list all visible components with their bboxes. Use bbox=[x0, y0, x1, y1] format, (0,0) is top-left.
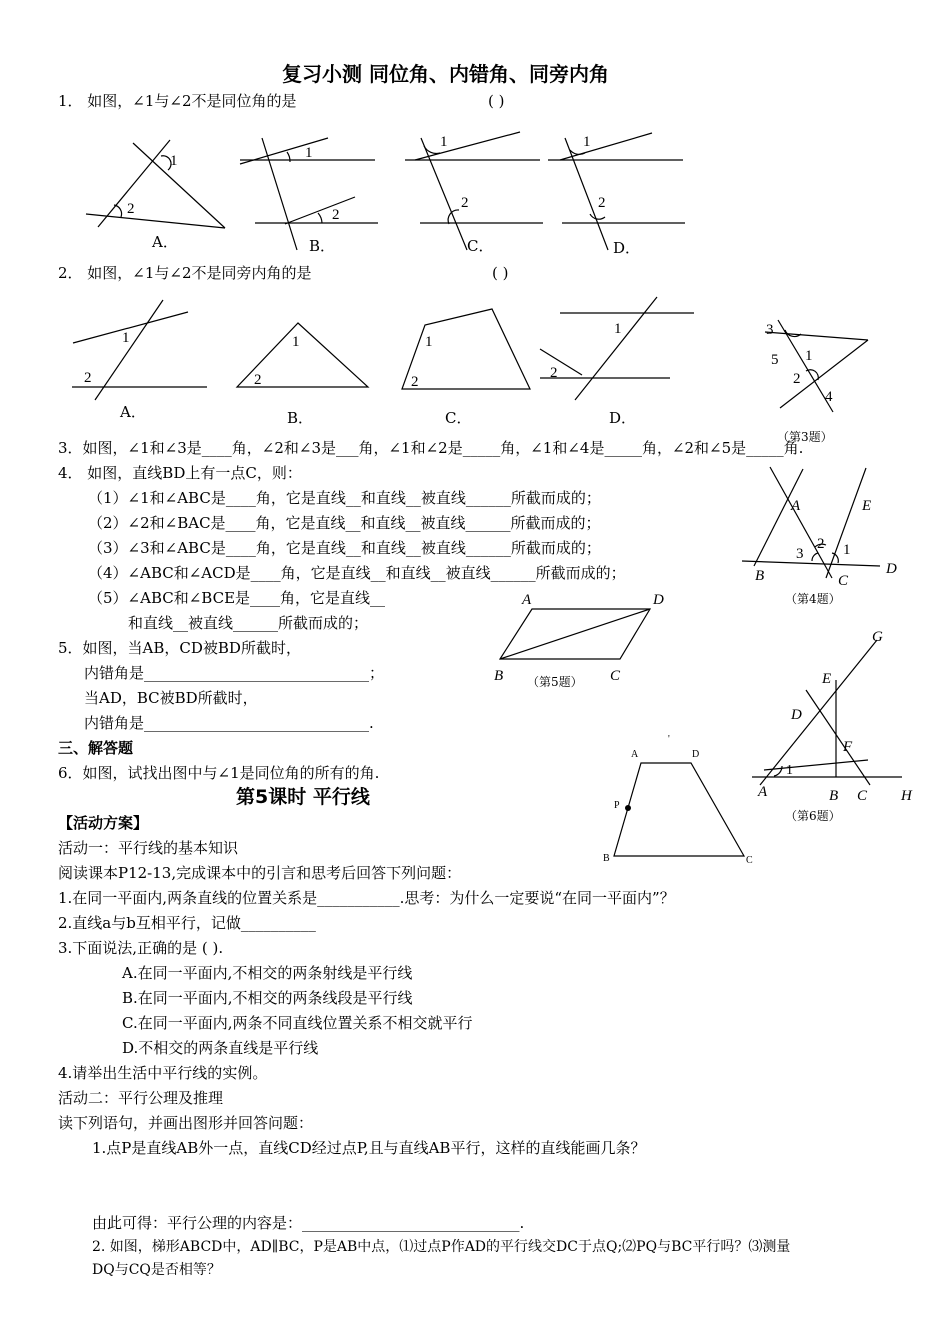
trapezoid-letters bbox=[603, 734, 753, 866]
practice-3: 3.下面说法,正确的是 ( ). bbox=[58, 939, 224, 957]
svg-text:2: 2 bbox=[254, 372, 262, 388]
svg-text:1: 1 bbox=[122, 330, 130, 346]
svg-text:A: A bbox=[522, 592, 532, 608]
svg-text:B: B bbox=[829, 788, 839, 804]
svg-text:D: D bbox=[886, 561, 897, 577]
activity-tag: 【活动方案】 bbox=[58, 814, 149, 832]
q4-item-3: （3）∠3和∠ABC是____角，它是直线__和直线__被直线______所截而成的； bbox=[88, 539, 601, 557]
q1-option-d: D． bbox=[613, 239, 641, 257]
svg-text:A: A bbox=[758, 784, 768, 800]
q5-caption: （第5题） bbox=[527, 675, 583, 689]
svg-text:1: 1 bbox=[614, 321, 622, 337]
activity-1-heading: 活动一：平行线的基本知识 bbox=[58, 839, 239, 857]
svg-text:1: 1 bbox=[292, 334, 300, 350]
q4-item-4: （4）∠ABC和∠ACD是____角，它是直线__和直线__被直线______所截而成的； bbox=[88, 564, 626, 582]
q5-figure-letters bbox=[494, 592, 664, 684]
svg-text:2: 2 bbox=[411, 374, 419, 390]
q5-line-2: 内错角是______________________________； bbox=[84, 664, 385, 682]
practice-4: 4.请举出生活中平行线的实例。 bbox=[58, 1064, 268, 1082]
section-3-heading: 三、解答题 bbox=[58, 739, 134, 757]
page-title: 复习小测 同位角、内错角、同旁内角 bbox=[282, 62, 609, 86]
q2-option-a: A． bbox=[120, 403, 146, 421]
svg-text:2: 2 bbox=[550, 365, 558, 381]
point-p bbox=[625, 805, 631, 811]
question-2: 2． 如图，∠1与∠2不是同旁内角的是 bbox=[58, 264, 312, 282]
svg-text:2: 2 bbox=[461, 195, 469, 211]
trapezoid-figure bbox=[614, 763, 744, 856]
q5-line-3: 当AD，BC被BD所截时， bbox=[84, 689, 258, 707]
q5-line-4: 内错角是______________________________. bbox=[84, 714, 374, 732]
activity-2-question-2: 2. 如图，梯形ABCD中，AD∥BC，P是AB中点，⑴过点P作AD的平行线交DC于点Q;⑵PQ与BC平行吗？⑶测量 bbox=[92, 1239, 791, 1255]
svg-text:3: 3 bbox=[766, 322, 774, 338]
question-3: 3．如图，∠1和∠3是____角，∠2和∠3是___角，∠1和∠2是_____角，∠1和∠4是_____角，∠2和∠5是_____角. bbox=[58, 439, 804, 457]
q2-option-b: B． bbox=[287, 409, 314, 427]
practice-3-option-c: C.在同一平面内,两条不同直线位置关系不相交就平行 bbox=[122, 1014, 473, 1032]
question-1: 1． 如图，∠1与∠2不是同位角的是 bbox=[58, 92, 297, 110]
q1-option-c: C． bbox=[467, 237, 494, 255]
svg-text:G: G bbox=[872, 629, 883, 645]
svg-text:4: 4 bbox=[825, 389, 833, 405]
svg-text:1: 1 bbox=[425, 334, 433, 350]
svg-text:2: 2 bbox=[598, 195, 606, 211]
svg-text:C: C bbox=[746, 855, 753, 866]
question-4: 4． 如图，直线BD上有一点C，则： bbox=[58, 464, 302, 482]
q3-caption: （第3题） bbox=[777, 430, 833, 444]
q2-option-d: D． bbox=[609, 409, 637, 427]
svg-text:2: 2 bbox=[793, 371, 801, 387]
svg-text:E: E bbox=[862, 498, 872, 514]
activity-2-question-1: 1.点P是直线AB外一点，直线CD经过点P,且与直线AB平行，这样的直线能画几条？ bbox=[92, 1139, 646, 1157]
q5-figure bbox=[500, 609, 650, 659]
q4-figure-letters bbox=[755, 498, 897, 589]
activity-2-question-2-cont: DQ与CQ是否相等？ bbox=[92, 1262, 221, 1278]
svg-text:1: 1 bbox=[440, 134, 448, 150]
q2-option-c: C． bbox=[445, 409, 472, 427]
svg-text:1: 1 bbox=[583, 134, 591, 150]
question-5: 5．如图，当AB，CD被BD所截时， bbox=[58, 639, 301, 657]
q4-figure bbox=[742, 467, 880, 578]
q1-figure-numbers bbox=[127, 134, 606, 223]
svg-text:5: 5 bbox=[771, 352, 779, 368]
activity-2-heading: 活动二：平行公理及推理 bbox=[58, 1089, 224, 1107]
q6-caption: （第6题） bbox=[785, 809, 841, 823]
q2-figure-numbers bbox=[84, 321, 833, 405]
q4-caption: （第4题） bbox=[785, 592, 841, 606]
q6-figure-number bbox=[786, 763, 793, 778]
practice-3-option-d: D.不相交的两条直线是平行线 bbox=[122, 1039, 319, 1057]
practice-3-option-a: A.在同一平面内,不相交的两条射线是平行线 bbox=[122, 964, 413, 982]
svg-text:': ' bbox=[668, 734, 670, 745]
svg-text:1: 1 bbox=[170, 153, 178, 169]
svg-text:1: 1 bbox=[843, 542, 851, 558]
question-6: 6．如图，试找出图中与∠1是同位角的所有的角. bbox=[58, 764, 380, 782]
svg-text:2: 2 bbox=[127, 201, 135, 217]
q4-item-2: （2）∠2和∠BAC是____角，它是直线__和直线__被直线______所截而成的； bbox=[88, 514, 601, 532]
svg-text:E: E bbox=[822, 671, 832, 687]
reading-instruction: 阅读课本P12-13,完成课本中的引言和思考后回答下列问题： bbox=[58, 864, 462, 882]
practice-3-option-b: B.在同一平面内,不相交的两条线段是平行线 bbox=[122, 989, 413, 1007]
svg-text:C: C bbox=[610, 668, 621, 684]
parallel-postulate-conclusion: 由此可得：平行公理的内容是：_____________________________. bbox=[92, 1214, 525, 1232]
answer-paren-1: ( ) bbox=[488, 92, 505, 110]
svg-text:3: 3 bbox=[796, 546, 804, 562]
q6-figure bbox=[752, 640, 902, 785]
svg-text:F: F bbox=[843, 739, 853, 755]
svg-text:C: C bbox=[838, 573, 849, 589]
svg-text:D: D bbox=[653, 592, 664, 608]
svg-text:D: D bbox=[791, 707, 802, 723]
q4-item-5-cont: 和直线__被直线______所截而成的； bbox=[128, 614, 369, 632]
answer-paren-2: ( ) bbox=[492, 264, 509, 282]
reading-instruction-2: 读下列语句，并画出图形并回答问题： bbox=[58, 1114, 314, 1132]
svg-text:B: B bbox=[755, 568, 765, 584]
q1-option-b: B． bbox=[309, 237, 336, 255]
practice-2: 2.直线a与b互相平行，记做__________ bbox=[58, 914, 316, 932]
svg-text:P: P bbox=[614, 800, 620, 811]
q6-figure-letters bbox=[757, 629, 913, 804]
svg-text:D: D bbox=[692, 749, 700, 760]
svg-text:1: 1 bbox=[305, 145, 313, 161]
svg-text:1: 1 bbox=[786, 763, 793, 778]
svg-text:A: A bbox=[631, 749, 639, 760]
q2-figures bbox=[72, 297, 868, 412]
svg-text:2: 2 bbox=[84, 370, 92, 386]
svg-text:2: 2 bbox=[332, 207, 340, 223]
q4-item-1: （1）∠1和∠ABC是____角，它是直线__和直线__被直线______所截而成的； bbox=[88, 489, 601, 507]
q4-item-5: （5）∠ABC和∠BCE是____角，它是直线__ bbox=[88, 589, 386, 607]
svg-text:2: 2 bbox=[817, 536, 825, 552]
svg-text:C: C bbox=[857, 788, 868, 804]
svg-text:H: H bbox=[901, 788, 912, 804]
q4-figure-numbers bbox=[796, 536, 851, 562]
q1-option-a: A． bbox=[152, 233, 178, 251]
svg-text:1: 1 bbox=[805, 348, 813, 364]
svg-text:A: A bbox=[791, 498, 801, 514]
svg-text:B: B bbox=[603, 853, 610, 864]
lesson-title: 第5课时 平行线 bbox=[236, 786, 370, 808]
svg-text:B: B bbox=[494, 668, 504, 684]
practice-1: 1.在同一平面内,两条直线的位置关系是___________.思考：为什么一定要说“在同一平面内”？ bbox=[58, 889, 675, 907]
